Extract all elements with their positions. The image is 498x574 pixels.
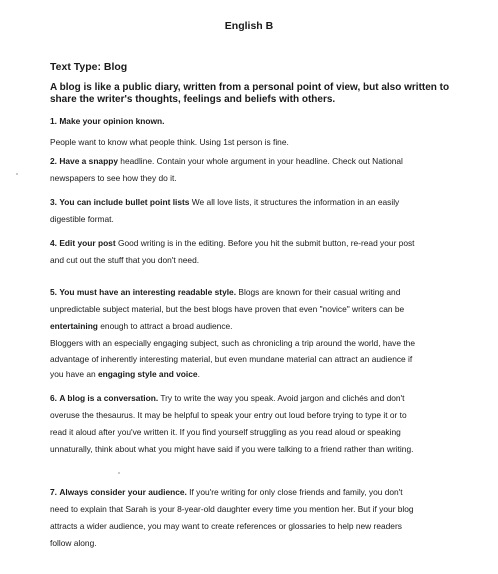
- item-7-line-2: need to explain that Sarah is your 8-year-old daughter every time you mention her. But if your blog: [50, 504, 414, 514]
- item-7-line-1: [50, 484, 476, 501]
- item-2: [50, 153, 476, 187]
- item-6-line-4: unnaturally, think about what you might have said if you were talking to a friend rather than writing.: [50, 444, 414, 454]
- item-title: You must have an interesting readable style.: [59, 287, 237, 297]
- item-7-line-4: follow along.: [50, 538, 97, 548]
- item-number: 7.: [50, 487, 57, 497]
- item-text: Good writing is in the editing. Before you hit the submit button, re-read your post: [115, 238, 415, 248]
- intro-paragraph: A blog is like a public diary, written from a personal point of view, but also written to share the writer's thoughts, feelings and beliefs with others.: [50, 82, 450, 105]
- item-text: enough to attract a broad audience.: [97, 321, 233, 331]
- item-6-line-1: [50, 390, 476, 407]
- item-5-line-2: unpredictable subject material, but the best blogs have proven that even "novice" writers can be: [50, 304, 405, 314]
- item-title: You can include bullet point lists: [59, 197, 190, 207]
- text-type-heading: Text Type: Blog: [50, 61, 128, 73]
- item-number: 5.: [50, 287, 57, 297]
- item-5-line-6: [50, 367, 476, 383]
- item-text: Try to write the way you speak. Avoid jargon and clichés and don't: [158, 393, 405, 403]
- item-1-heading: [50, 113, 476, 130]
- item-text: headline. Contain your whole argument in your headline. Check out National: [117, 156, 403, 166]
- item-3: [50, 194, 476, 228]
- item-5-line-5: advantage of inherently interesting material, but even mundane material can attract an audience if: [50, 353, 413, 364]
- emphasis-text: entertaining: [50, 321, 98, 331]
- item-text: you have an: [50, 369, 98, 379]
- item-text: .: [197, 369, 200, 379]
- item-title: Edit your post: [59, 238, 116, 248]
- item-number: 1.: [50, 116, 57, 126]
- item-3-line-2: digestible format.: [50, 214, 114, 224]
- item-text: If you're writing for only close friends and family, you don't: [186, 487, 403, 497]
- item-7: [50, 484, 476, 552]
- item-5-line-4: Bloggers with an especially engaging subject, such as chronicling a trip around the world, have the: [50, 338, 415, 348]
- item-number: 6.: [50, 393, 57, 403]
- scan-speck: [118, 472, 120, 474]
- item-text: We all love lists, it structures the information in an easily: [189, 197, 400, 207]
- item-4-line-1: [50, 235, 476, 252]
- item-5: [50, 284, 476, 335]
- item-title: Have a snappy: [59, 156, 118, 166]
- item-1-body: People want to know what people think. Using 1st person is fine.: [50, 137, 289, 147]
- item-3-line-1: [50, 194, 476, 211]
- item-4: [50, 235, 476, 269]
- item-6-line-2: overuse the thesaurus. It may be helpful to speak your entry out loud before trying to type it or to: [50, 410, 407, 420]
- item-6: [50, 390, 476, 458]
- item-title: Always consider your audience.: [59, 487, 187, 497]
- scan-speck: [16, 173, 18, 175]
- item-number: 3.: [50, 197, 57, 207]
- item-5-line-1: [50, 284, 476, 301]
- item-2-line-1: [50, 153, 476, 170]
- item-text: Blogs are known for their casual writing and: [236, 287, 401, 297]
- item-5-continued: [50, 336, 476, 383]
- page-title: English B: [224, 20, 274, 32]
- item-title: Make your opinion known.: [59, 116, 165, 126]
- item-number: 4.: [50, 238, 57, 248]
- item-7-line-3: attracts a wider audience, you may want to create references or glossaries to help new readers: [50, 521, 402, 531]
- item-2-line-2: newspapers to see how they do it.: [50, 173, 177, 183]
- item-number: 2.: [50, 156, 57, 166]
- item-5-line-3: [50, 318, 476, 335]
- item-6-line-3: read it aloud after you've written it. If you find yourself struggling as you read aloud or speaking: [50, 427, 401, 437]
- emphasis-text: engaging style and voice: [97, 369, 198, 379]
- item-4-line-2: and cut out the stuff that you don't need.: [50, 255, 200, 265]
- item-title: A blog is a conversation.: [59, 393, 159, 403]
